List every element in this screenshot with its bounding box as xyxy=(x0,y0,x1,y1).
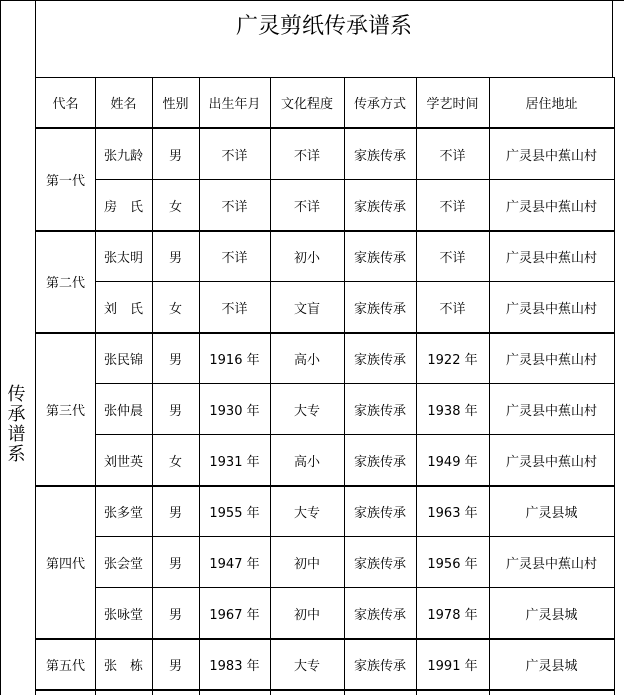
column-line xyxy=(199,77,200,695)
table-cell-name: 张会堂 xyxy=(103,556,143,572)
table-cell-birth: 不详 xyxy=(221,250,248,266)
table-cell-method: 家族传承 xyxy=(353,250,406,266)
table-cell-learn_time: 1922 年 xyxy=(427,352,478,368)
frame-top xyxy=(0,0,624,1)
table-cell-address: 广灵县城 xyxy=(525,505,578,521)
table-cell-method: 家族传承 xyxy=(353,454,406,470)
side-label-char: 系 xyxy=(7,444,26,465)
table-cell-education: 高小 xyxy=(293,454,320,470)
table-cell-method: 家族传承 xyxy=(353,556,406,572)
table-cell-education: 高小 xyxy=(293,352,320,368)
table-cell-address: 广灵县中蕉山村 xyxy=(505,403,597,419)
table-cell-method: 家族传承 xyxy=(353,658,406,674)
table-cell-name: 房 氏 xyxy=(103,199,143,215)
table-cell-education: 文盲 xyxy=(293,301,320,317)
generation-label: 第五代 xyxy=(45,658,85,674)
table-cell-address: 广灵县中蕉山村 xyxy=(505,250,597,266)
table-cell-birth: 1955 年 xyxy=(209,505,260,521)
column-line xyxy=(416,77,417,695)
column-line xyxy=(614,77,615,695)
table-cell-name: 张多堂 xyxy=(103,505,143,521)
table-cell-birth: 不详 xyxy=(221,301,248,317)
frame-left xyxy=(0,0,1,695)
column-header: 居住地址 xyxy=(525,97,578,112)
table-cell-birth: 1967 年 xyxy=(209,607,260,623)
table-cell-address: 广灵县中蕉山村 xyxy=(505,148,597,164)
table-cell-gender: 女 xyxy=(168,199,182,215)
table-cell-birth: 不详 xyxy=(221,199,248,215)
table-cell-gender: 男 xyxy=(168,403,182,419)
table-cell-birth: 1947 年 xyxy=(209,556,260,572)
table-cell-method: 家族传承 xyxy=(353,148,406,164)
table-cell-learn_time: 1949 年 xyxy=(427,454,478,470)
table-cell-address: 广灵县城 xyxy=(525,607,578,623)
column-line xyxy=(344,77,345,695)
table-cell-method: 家族传承 xyxy=(353,301,406,317)
table-cell-learn_time: 1938 年 xyxy=(427,403,478,419)
column-line xyxy=(95,77,96,695)
table-cell-learn_time: 1963 年 xyxy=(427,505,478,521)
column-header: 文化程度 xyxy=(280,97,333,112)
table-cell-gender: 男 xyxy=(168,556,182,572)
table-cell-education: 初中 xyxy=(293,556,320,572)
table-cell-learn_time: 不详 xyxy=(439,250,466,266)
table-cell-learn_time: 不详 xyxy=(439,148,466,164)
table-cell-education: 大专 xyxy=(293,505,320,521)
table-cell-method: 家族传承 xyxy=(353,352,406,368)
table-cell-education: 初中 xyxy=(293,607,320,623)
table-cell-birth: 1916 年 xyxy=(209,352,260,368)
table-cell-education: 初小 xyxy=(293,250,320,266)
generation-label: 第二代 xyxy=(45,276,85,291)
table-cell-name: 张九龄 xyxy=(103,148,143,164)
frame-title-right xyxy=(612,0,613,77)
table-cell-gender: 男 xyxy=(168,148,182,164)
table-cell-birth: 1931 年 xyxy=(209,454,260,470)
generation-label: 第四代 xyxy=(45,556,85,572)
table-cell-name: 张 栋 xyxy=(103,658,143,674)
generation-divider xyxy=(36,689,614,691)
column-header: 传承方式 xyxy=(353,97,406,112)
table-cell-gender: 男 xyxy=(168,607,182,623)
table-cell-address: 广灵县中蕉山村 xyxy=(505,301,597,317)
table-cell-gender: 男 xyxy=(168,505,182,521)
generation-label: 第三代 xyxy=(45,403,85,419)
table-cell-method: 家族传承 xyxy=(353,505,406,521)
table-cell-name: 刘 氏 xyxy=(103,301,143,317)
side-label-char: 谱 xyxy=(7,424,26,445)
table-cell-learn_time: 不详 xyxy=(439,199,466,215)
table-cell-education: 大专 xyxy=(293,658,320,674)
table-cell-learn_time: 1978 年 xyxy=(427,607,478,623)
side-label xyxy=(0,380,33,470)
page-title: 广灵剪纸传承谱系 xyxy=(235,13,412,39)
table-cell-method: 家族传承 xyxy=(353,403,406,419)
column-header: 代名 xyxy=(52,97,79,112)
table-cell-gender: 女 xyxy=(168,454,182,470)
table-cell-gender: 女 xyxy=(168,301,182,317)
table-cell-education: 不详 xyxy=(293,148,320,164)
table-cell-gender: 男 xyxy=(168,352,182,368)
table-cell-learn_time: 不详 xyxy=(439,301,466,317)
table-cell-learn_time: 1956 年 xyxy=(427,556,478,572)
column-line xyxy=(270,77,271,695)
table-cell-education: 大专 xyxy=(293,403,320,419)
table-cell-method: 家族传承 xyxy=(353,607,406,623)
table-cell-address: 广灵县城 xyxy=(525,658,578,674)
column-header: 姓名 xyxy=(110,97,137,112)
column-header: 学艺时间 xyxy=(426,97,479,112)
column-header: 性别 xyxy=(162,97,189,112)
column-line xyxy=(152,77,153,695)
table-cell-education: 不详 xyxy=(293,199,320,215)
table-cell-address: 广灵县中蕉山村 xyxy=(505,556,597,572)
table-cell-learn_time: 1991 年 xyxy=(427,658,478,674)
table-cell-name: 刘世英 xyxy=(103,454,143,470)
column-line xyxy=(489,77,490,695)
table-cell-method: 家族传承 xyxy=(353,199,406,215)
table-cell-birth: 1930 年 xyxy=(209,403,260,419)
table-cell-address: 广灵县中蕉山村 xyxy=(505,199,597,215)
table-cell-gender: 男 xyxy=(168,658,182,674)
table-cell-name: 张民锦 xyxy=(103,352,143,368)
table-cell-name: 张咏堂 xyxy=(103,607,143,623)
table-cell-gender: 男 xyxy=(168,250,182,266)
side-label-char: 传 xyxy=(7,384,26,405)
table-cell-birth: 1983 年 xyxy=(209,658,260,674)
column-header: 出生年月 xyxy=(208,97,261,112)
table-cell-birth: 不详 xyxy=(221,148,248,164)
table-cell-name: 张仲晨 xyxy=(103,403,143,419)
side-label-char: 承 xyxy=(7,404,26,425)
table-cell-address: 广灵县中蕉山村 xyxy=(505,454,597,470)
table-cell-address: 广灵县中蕉山村 xyxy=(505,352,597,368)
generation-label: 第一代 xyxy=(45,174,85,189)
table-cell-name: 张太明 xyxy=(103,250,143,266)
